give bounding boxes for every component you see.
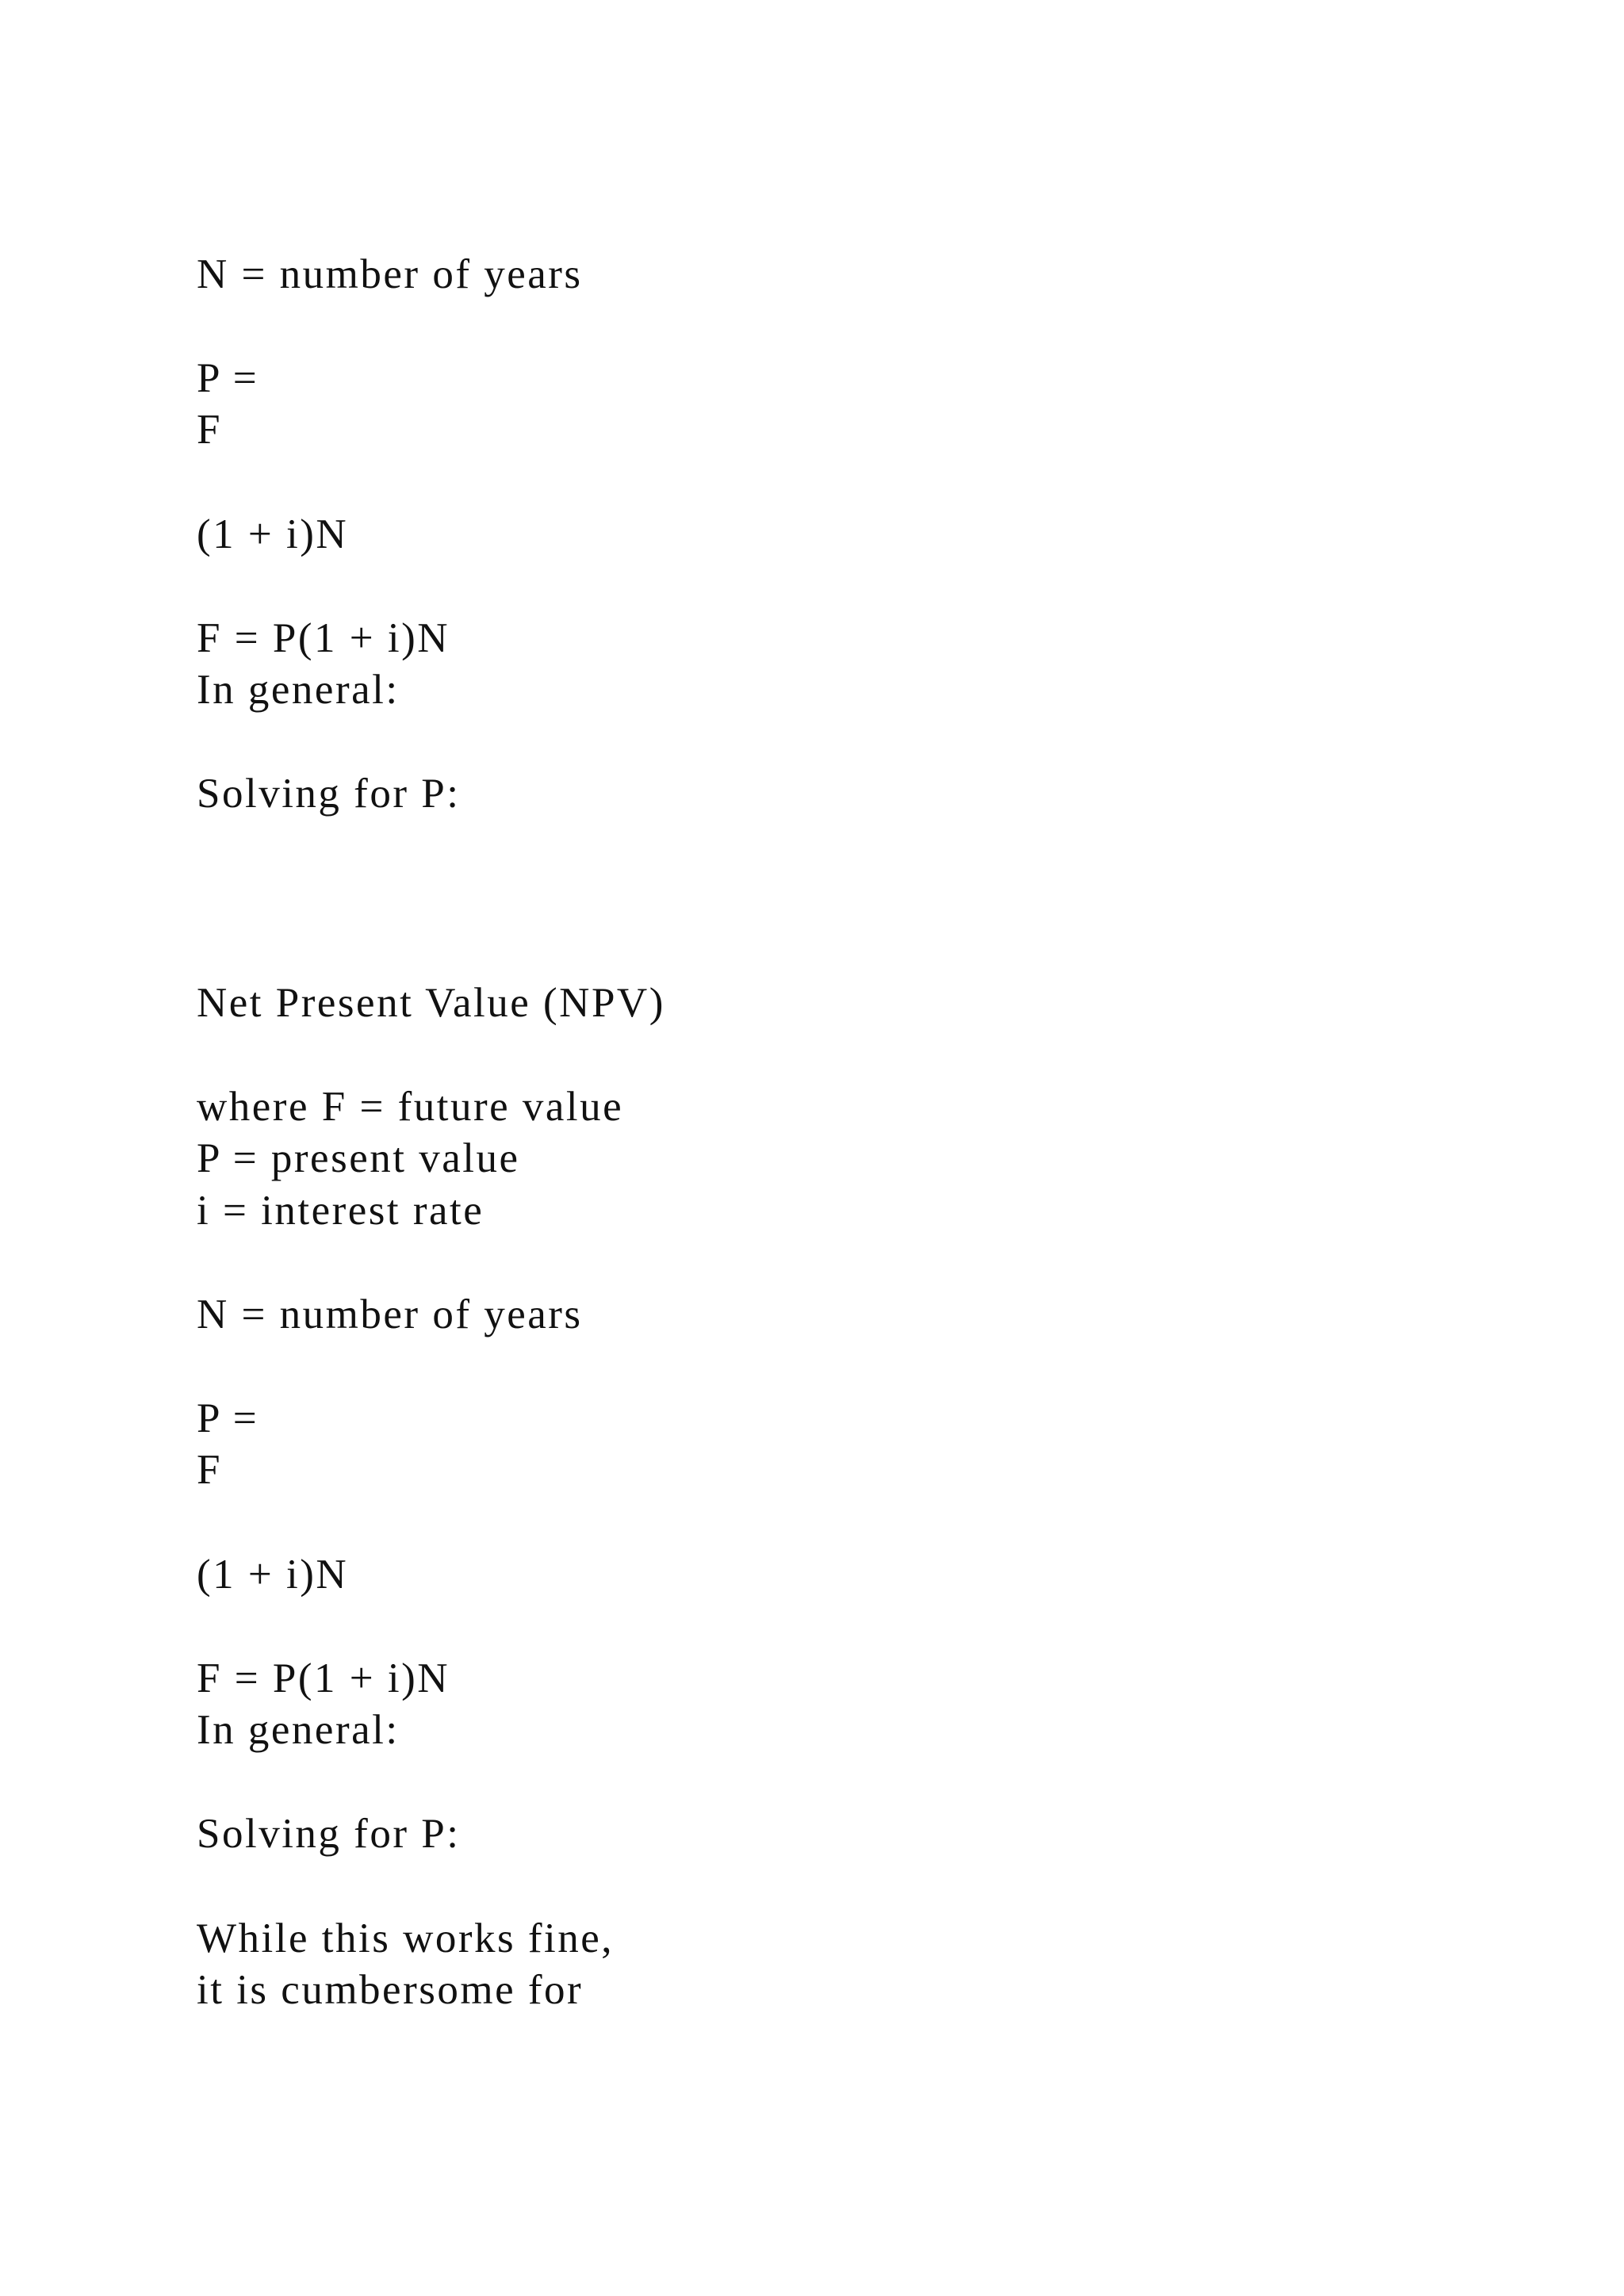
text-line: Solving for P: — [197, 1811, 461, 1857]
text-line: While this works fine, — [197, 1915, 615, 1961]
text-line: F — [197, 407, 222, 453]
text-line: N = number of years — [197, 1292, 583, 1337]
text-line: In general: — [197, 1707, 400, 1753]
text-line: it is cumbersome for — [197, 1967, 584, 2013]
text-line: In general: — [197, 667, 400, 713]
text-line: N = number of years — [197, 251, 583, 297]
text-line: F = P(1 + i)N — [197, 1655, 450, 1701]
section-heading: Net Present Value (NPV) — [197, 980, 665, 1026]
text-line: where F = future value — [197, 1084, 624, 1130]
text-line: Solving for P: — [197, 771, 461, 817]
text-line: i = interest rate — [197, 1188, 485, 1234]
text-line: F — [197, 1447, 222, 1493]
text-line: P = — [197, 1395, 259, 1441]
text-line: P = present value — [197, 1135, 520, 1181]
text-line: P = — [197, 355, 259, 401]
text-line: F = P(1 + i)N — [197, 615, 450, 661]
text-line: (1 + i)N — [197, 1552, 349, 1598]
text-line: (1 + i)N — [197, 511, 349, 557]
